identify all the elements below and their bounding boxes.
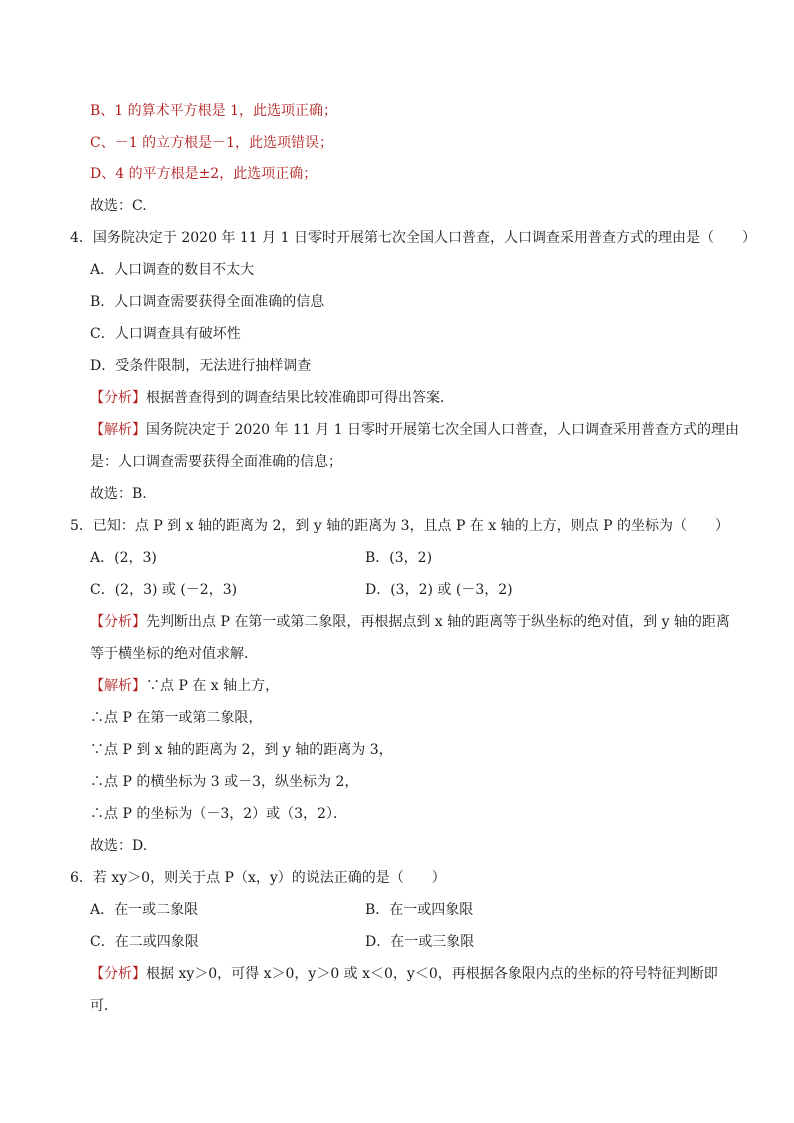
q6-option-d: D．在一或三象限 bbox=[365, 934, 475, 950]
q5-analysis-tag: 【分析】 bbox=[90, 614, 146, 630]
q4-solution-tag: 【解析】 bbox=[90, 422, 146, 438]
q5-option-b: B．(3，2) bbox=[365, 550, 433, 566]
q6-option-c: C．在二或四象限 bbox=[90, 934, 199, 950]
q5-solution-step-3: ∵点 P 到 x 轴的距离为 2，到 y 轴的距离为 3， bbox=[90, 742, 393, 758]
q5-analysis-line1: 先判断出点 P 在第一或第二象限，再根据点到 x 轴的距离等于纵坐标的绝对值，到 y 轴的距离 bbox=[146, 614, 730, 630]
q5-solution-tag: 【解析】 bbox=[90, 678, 146, 694]
q4-answer: 故选：B. bbox=[90, 486, 147, 502]
q4-analysis-tag: 【分析】 bbox=[90, 390, 146, 406]
q5-analysis-line2: 等于横坐标的绝对值求解． bbox=[90, 646, 258, 662]
q5-answer: 故选：D. bbox=[90, 838, 148, 854]
q5-option-d: D．(3，2) 或 (－3，2) bbox=[365, 582, 513, 598]
q4-option-c: C．人口调查具有破坏性 bbox=[90, 326, 241, 342]
q5-solution-step-4: ∴点 P 的横坐标为 3 或－3，纵坐标为 2， bbox=[90, 774, 359, 790]
q4-solution-line1: 国务院决定于 2020 年 11 月 1 日零时开展第七次全国人口普查，人口调查采用普查方式的理由 bbox=[146, 422, 740, 438]
q6-analysis-line2: 可． bbox=[90, 998, 118, 1014]
q6-option-b: B．在一或四象限 bbox=[365, 902, 474, 918]
q3-answer: 故选：C. bbox=[90, 198, 147, 214]
q6-analysis-tag: 【分析】 bbox=[90, 966, 146, 982]
q4-option-a: A．人口调查的数目不太大 bbox=[90, 262, 255, 278]
q4-solution-line2: 是：人口调查需要获得全面准确的信息； bbox=[90, 454, 342, 470]
q5-stem: 5．已知：点 P 到 x 轴的距离为 2，到 y 轴的距离为 3，且点 P 在 x 轴的上方，则点 P 的坐标为（ ） bbox=[70, 518, 729, 534]
q5-solution bbox=[90, 676, 279, 696]
q6-analysis bbox=[90, 964, 718, 984]
q6-stem: 6．若 xy＞0，则关于点 P（x，y）的说法正确的是（ ） bbox=[70, 870, 446, 886]
q6-analysis-line1: 根据 xy＞0，可得 x＞0，y＞0 或 x＜0，y＜0，再根据各象限内点的坐标的符号特征判断即 bbox=[146, 966, 718, 982]
q3-option-b-explanation: B、1 的算术平方根是 1，此选项正确； bbox=[90, 103, 338, 119]
q4-option-d: D．受条件限制，无法进行抽样调查 bbox=[90, 358, 312, 374]
q3-option-d-explanation: D、4 的平方根是±2，此选项正确； bbox=[90, 166, 318, 182]
q5-option-a: A．(2，3) bbox=[90, 550, 157, 566]
q4-analysis-text: 根据普查得到的调查结果比较准确即可得出答案． bbox=[146, 390, 454, 406]
q5-analysis bbox=[90, 612, 730, 632]
q5-solution-step-1: ∵点 P 在 x 轴上方， bbox=[146, 678, 280, 694]
q5-solution-step-2: ∴点 P 在第一或第二象限， bbox=[90, 710, 263, 726]
q4-stem: 4．国务院决定于 2020 年 11 月 1 日零时开展第七次全国人口普查，人口调查采用普查方式的理由是（ ） bbox=[70, 230, 756, 246]
q4-analysis bbox=[90, 388, 454, 408]
q5-solution-step-5: ∴点 P 的坐标为（－3，2）或（3，2）． bbox=[90, 806, 347, 822]
q5-option-c: C．(2，3) 或 (－2，3) bbox=[90, 582, 238, 598]
q3-option-c-explanation: C、－1 的立方根是－1，此选项错误； bbox=[90, 135, 333, 151]
q6-option-a: A．在一或二象限 bbox=[90, 902, 199, 918]
q4-solution bbox=[90, 420, 739, 440]
q4-option-b: B．人口调查需要获得全面准确的信息 bbox=[90, 294, 325, 310]
